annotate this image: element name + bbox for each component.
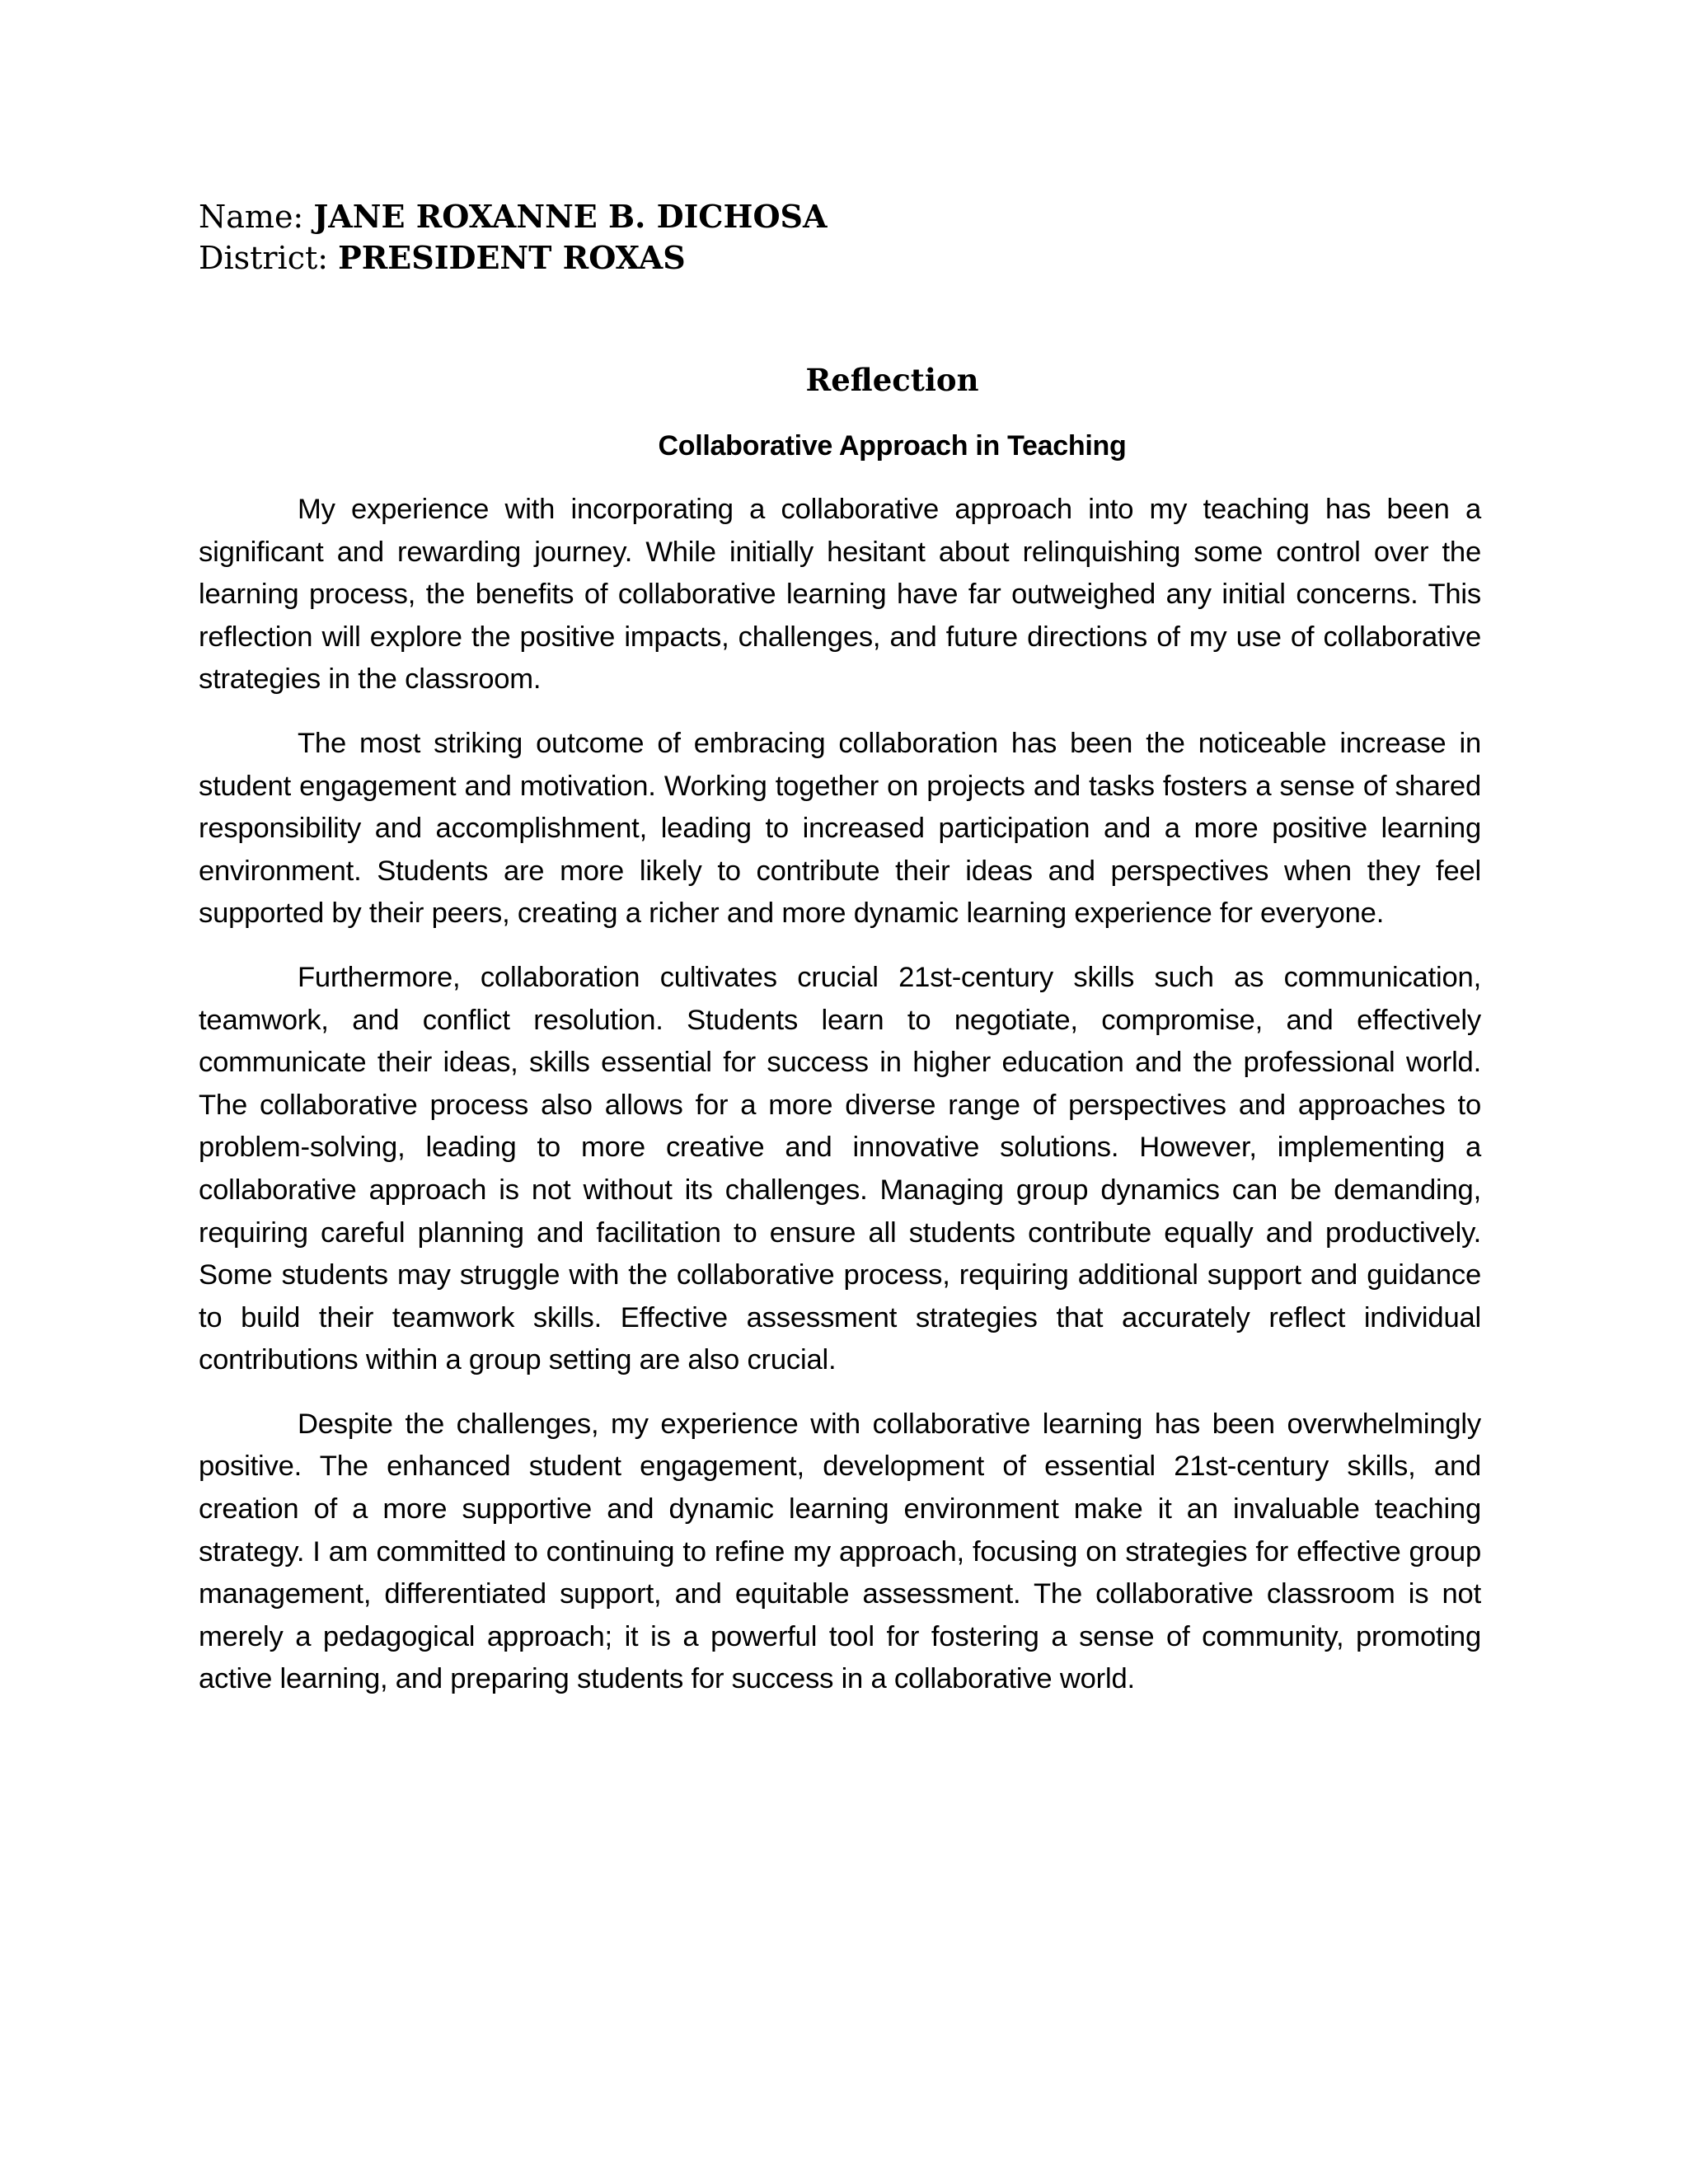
name-value: JANE ROXANNE B. DICHOSA bbox=[313, 198, 828, 235]
document-subtitle: Collaborative Approach in Teaching bbox=[658, 430, 1127, 462]
body-paragraph: The most striking outcome of embracing collaboration has been the noticeable increase in student engagement and motivation. Working together on projects and tasks fosters a sense of shared responsibility and accomplishment, leading to increased participation and a more positive learning environment. Students are more likely to contribute their ideas and perspectives when they feel supported by their peers, creating a richer and more dynamic learning experience for everyone. bbox=[199, 727, 1481, 930]
document-body bbox=[199, 489, 1481, 1722]
body-paragraph: My experience with incorporating a collaborative approach into my teaching has been a significant and rewarding journey. While initially hesitant about relinquishing some control over the learning process, the benefits of collaborative learning have far outweighed any initial concerns. This reflection will explore the positive impacts, challenges, and future directions of my use of collaborative strategies in the classroom. bbox=[199, 494, 1481, 696]
body-paragraph: Despite the challenges, my experience with collaborative learning has been overwhelmingly positive. The enhanced student engagement, development of essential 21st-century skills, and creation of a more supportive and dynamic learning environment make it an invaluable teaching strategy. I am committed to continuing to refine my approach, focusing on strategies for effective group management, differentiated support, and equitable assessment. The collaborative classroom is not merely a pedagogical approach; it is a powerful tool for fostering a sense of community, promoting active learning, and preparing students for success in a collaborative world. bbox=[199, 1408, 1481, 1695]
body-paragraph: Furthermore, collaboration cultivates crucial 21st-century skills such as communication, teamwork, and conflict resolution. Students learn to negotiate, compromise, and effectively communicate their ideas, skills essential for success in higher education and the professional world. The collaborative process also allows for a more diverse range of perspectives and approaches to problem-solving, leading to more creative and innovative solutions. However, implementing a collaborative approach is not without its challenges. Managing group dynamics can be demanding, requiring careful planning and facilitation to ensure all students contribute equally and productively. Some students may struggle with the collaborative process, requiring additional support and guidance to build their teamwork skills. Effective assessment strategies that accurately reflect individual contributions within a group setting are also crucial. bbox=[199, 961, 1481, 1376]
name-label: Name: bbox=[199, 199, 314, 235]
name-line bbox=[199, 196, 1353, 237]
document-header bbox=[199, 196, 1353, 279]
district-label: District: bbox=[199, 240, 339, 276]
district-value: PRESIDENT ROXAS bbox=[338, 239, 686, 276]
district-line bbox=[199, 237, 1353, 279]
document-title: Reflection bbox=[805, 362, 979, 398]
